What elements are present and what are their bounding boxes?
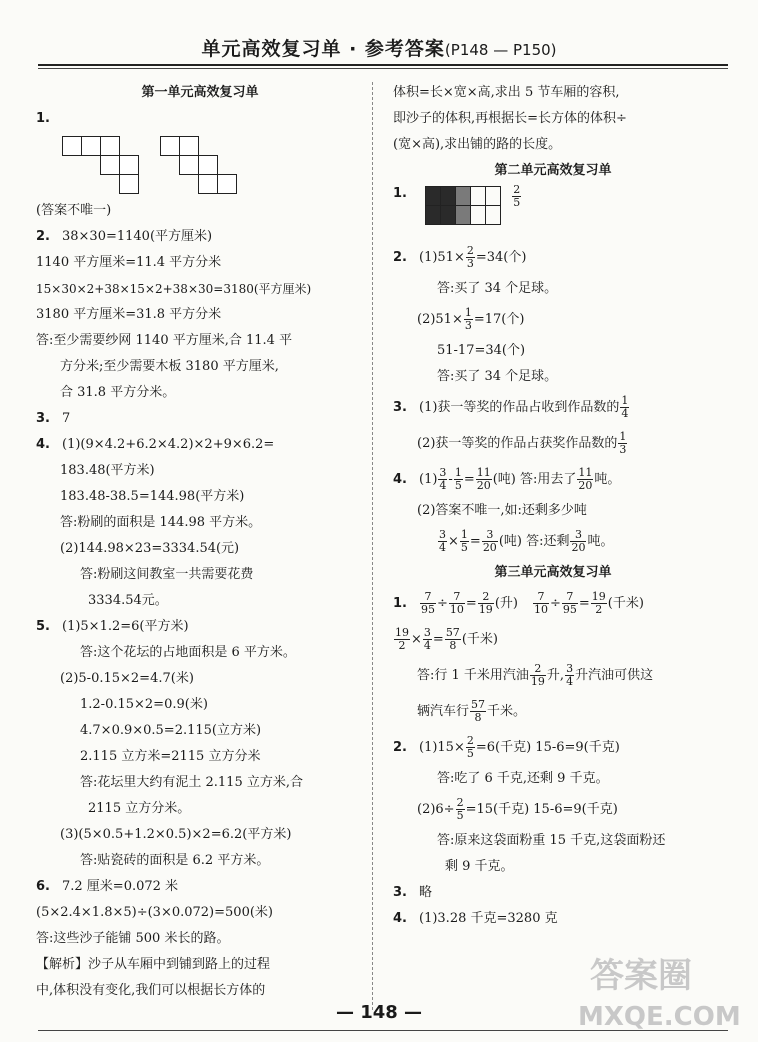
q4-line: (2)144.98×23=3334.54(元) [60,541,240,556]
unit3-title: 第三单元高效复习单 [494,565,612,580]
q2-line [36,224,364,250]
u2-q2-line: 2. (1)51× $\frac{2}{3}$ =34(个) [393,244,527,270]
q1-note: (答案不唯一) [36,203,112,218]
q6-analysis-cont: (宽×高),求出铺的路的长度。 [393,137,562,152]
fraction: $\frac{1}{3}$ [464,306,472,332]
fraction: $\frac{1}{3}$ [619,430,627,456]
q5-answer: 答:花坛里大约有泥土 2.115 立方米,合 [80,775,303,790]
q6-analysis: 中,体积没有变化,我们可以根据长方体的 [36,983,266,998]
q4-answer: 3334.54元。 [88,593,168,608]
q5-answer: 答:这个花坛的占地面积是 6 平方米。 [80,645,296,660]
fraction-grid [425,186,500,224]
net1-cell [119,155,139,175]
u3-q1-answer: 答:行 1 千米用汽油 $\frac{2}{19}$ 升, $\frac{3}{4}$ 升汽油可供这 [417,662,654,688]
q4-number: 4. [36,437,50,452]
right-column [393,80,713,932]
q2-answer: 方分米;至少需要木板 3180 平方厘米, [60,359,279,374]
q6-analysis-cont: 体积=长×宽×高,求出 5 节车厢的容积, [393,85,620,100]
q2-line: 15×30×2+38×15×2+38×30=3180(平方厘米) [36,282,312,296]
net1-cell [81,136,101,156]
net1-cell [119,174,139,194]
header-title: 单元高效复习单 · 参考答案 [201,38,445,60]
q5-answer: 2115 立方分米。 [88,801,191,816]
u2-q2-answer: 答:买了 34 个足球。 [437,281,558,296]
q5-line: 2.115 立方米=2115 立方分米 [80,749,261,764]
u3-q3-line: 3. 略 [393,885,433,900]
net1-cell [62,136,82,156]
net2-cell [217,174,237,194]
q5-line: (3)(5×0.5+1.2×0.5)×2=6.2(平方米) [60,827,292,842]
page-header [0,34,758,61]
u3-q2-answer: 剩 9 千克。 [445,859,514,874]
u2-q1-fraction: $\frac{2}{5}$ [513,184,521,209]
u3-q2-line: (2)6÷ $\frac{2}{5}$ =15(千克) 15-6=9(千克) [417,796,618,822]
q2-answer: 合 31.8 平方分米。 [60,385,176,400]
u2-q3-line: (2)获一等奖的作品占获奖作品数的 $\frac{1}{3}$ [417,430,627,456]
u2-q2-line: (2)51× $\frac{1}{3}$ =17(个) [417,306,525,332]
unit1-q1-nets [36,106,364,198]
q6-answer: 答:这些沙子能铺 500 米长的路。 [36,931,230,946]
fraction: $\frac{2}{3}$ [466,244,474,270]
q6-line: (5×2.4×1.8×5)÷(3×0.072)=500(米) [36,905,273,920]
u2-q4-line: (2)答案不唯一,如:还剩多少吨 [417,503,587,518]
u2-q1-line [393,184,713,240]
net2-cell [179,136,199,156]
q5-number: 5. [36,619,50,634]
q3-line [36,406,364,432]
u3-q1-line: 1. $\frac{7}{95}$ ÷ $\frac{7}{10}$ = $\frac{2}{19}$ (升) $\frac{7}{10}$ ÷ $\frac{7}{95}$ = $\frac{19}{2}$ (千米) [393,590,644,616]
net2-cell [179,155,199,175]
unit1-title: 第一单元高效复习单 [141,85,259,100]
q5-line: 1.2-0.15×2=0.9(米) [80,697,208,712]
footer-rule [38,1030,728,1031]
u2-q1-number: 1. [393,186,407,201]
net1-cell [100,136,120,156]
q6-analysis: 【解析】沙子从车厢中到铺到路上的过程 [36,957,271,972]
header-rule-thin [38,68,728,69]
q5-line: (2)5-0.15×2=4.7(米) [60,671,194,686]
u3-q1-line: $\frac{19}{2}$ × $\frac{3}{4}$ = $\frac{57}{8}$ (千米) [395,626,498,652]
net1-cell [100,155,120,175]
column-divider [372,82,373,1010]
u2-q4-line: $\frac{3}{4}$ × $\frac{1}{5}$ = $\frac{3}{20}$ (吨) 答:还剩 $\frac{3}{20}$ 吨。 [439,528,614,554]
q2-text: 38×30=1140(平方厘米) [62,229,213,244]
unit2-title: 第二单元高效复习单 [494,163,612,178]
u3-q4-line: 4. (1)3.28 千克=3280 克 [393,911,558,926]
u3-q2-line: 2. (1)15× $\frac{2}{5}$ =6(千克) 15-6=9(千克) [393,734,620,760]
u2-q3-line: 3. (1)获一等奖的作品占收到作品数的 $\frac{1}{4}$ [393,394,629,420]
q4-answer: 答:粉刷这间教室一共需要花费 [80,567,254,582]
u2-q4-line: 4. (1) $\frac{3}{4}$ - $\frac{1}{5}$ = $\frac{11}{20}$ (吨) 答:用去了 $\frac{11}{20}$ 吨。 [393,466,621,492]
q5-line: 4.7×0.9×0.5=2.115(立方米) [80,723,262,738]
q3-number: 3. [36,411,50,426]
q4-line: 183.48(平方米) [60,463,155,478]
watermark-url: MXQE.COM [578,1002,741,1032]
left-column [36,80,364,1004]
watermark-logo: 答案圈 [590,956,692,996]
q3-text: 7 [62,411,71,426]
net2-cell [160,136,180,156]
fraction: $\frac{1}{4}$ [621,394,629,420]
q5-line [36,614,364,640]
q4-line: 183.48-38.5=144.98(平方米) [60,489,245,504]
q6-text: 7.2 厘米=0.072 米 [62,879,179,894]
page-number: — 148 — [335,1002,423,1023]
net2-cell [198,174,218,194]
q2-line: 1140 平方厘米=11.4 平方分米 [36,255,222,270]
u2-q2-answer: 答:买了 34 个足球。 [437,369,558,384]
q6-line [36,874,364,900]
q4-text: (1)(9×4.2+6.2×4.2)×2+9×6.2= [62,437,275,452]
q2-line: 3180 平方厘米=31.8 平方分米 [36,307,222,322]
header-rule [38,64,728,66]
u2-q2-line: 51-17=34(个) [437,343,526,358]
q1-number: 1. [36,111,50,126]
q4-line [36,432,364,458]
q2-number: 2. [36,229,50,244]
u3-q1-answer: 辆汽车行 $\frac{57}{8}$ 千米。 [417,698,527,724]
q5-text: (1)5×1.2=6(平方米) [62,619,189,634]
q6-number: 6. [36,879,50,894]
q6-analysis-cont: 即沙子的体积,再根据长=长方体的体积÷ [393,111,627,126]
u3-q2-answer: 答:原来这袋面粉重 15 千克,这袋面粉还 [437,833,666,848]
net2-cell [198,155,218,175]
header-range: (P148 — P150) [444,41,557,59]
u3-q2-answer: 答:吃了 6 千克,还剩 9 千克。 [437,771,609,786]
q5-answer: 答:贴瓷砖的面积是 6.2 平方米。 [80,853,270,868]
q4-answer: 答:粉刷的面积是 144.98 平方米。 [60,515,262,530]
q2-answer: 答:至少需要纱网 1140 平方厘米,合 11.4 平 [36,333,293,348]
